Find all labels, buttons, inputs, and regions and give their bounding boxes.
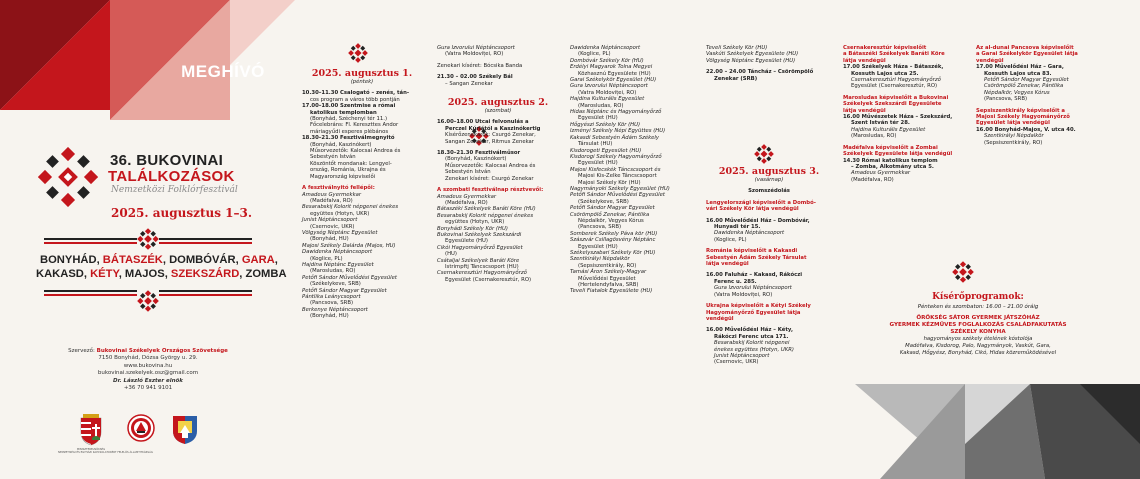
section-heading: vári Székely Kör látja vendégül xyxy=(706,206,799,213)
meghivo-label: MEGHÍVÓ xyxy=(181,62,265,81)
program-line: Kisdorogi Székely Hagyományőrző xyxy=(570,153,662,160)
program-line: (Bonyhád, Széchenyi tér 11.) xyxy=(310,116,388,123)
town-name: SZEKSZÁRD xyxy=(170,268,240,280)
program-line: Majosi Kisfecskék Táncscsoport és xyxy=(570,166,661,173)
program-line: 10.30–11.30 Csalogató – zenés, tán- xyxy=(302,90,410,97)
program-line: Dombóvár Székely Kör (HU) xyxy=(570,57,644,64)
program-line: (Sepsiszentkirály, RO) xyxy=(578,262,637,269)
program-line: (Koglice, PL) xyxy=(578,51,611,58)
section-heading: látja vendégül xyxy=(843,107,886,114)
program-line: Garai Székelykör Egyesület (HU) xyxy=(570,77,657,84)
program-line: Amadeus Gyermekkar xyxy=(851,170,911,177)
town-name: GARA xyxy=(241,254,275,266)
side-programs-line-3: SZÉKELY KONYHA xyxy=(950,329,1006,335)
side-programs xyxy=(846,292,1110,357)
section-heading: Egyesület látja vendégül xyxy=(976,120,1050,127)
festival-dates: 2025. augusztus 1–3. xyxy=(111,206,253,220)
program-line: Műsorvezetők: Kalocsai Andrea és xyxy=(445,162,536,169)
program-line: 16.00–18.00 Utcai felvonulás a xyxy=(437,119,529,126)
program-line: Főcelebráns: Fl. Kereszttes Andor xyxy=(310,122,399,129)
town-name: KAKASD xyxy=(36,268,84,280)
program-line: 21.30 – 02.00 Székely Bál xyxy=(437,74,513,81)
day-subheading: (vasárnap) xyxy=(754,177,784,183)
program-line: Egyesület (Csernakeresztúr, RO) xyxy=(851,83,938,90)
decorative-triangles-bottom xyxy=(845,384,1140,479)
program-line: ország, Románia, Ukrajna és xyxy=(310,167,386,174)
program-line: (Marosludas, RO) xyxy=(310,268,356,275)
program-line: (Madéfalva, RO) xyxy=(445,199,488,206)
program-line: Egyesület (HU) xyxy=(578,160,618,167)
program-line: Szászvár Csillagösvény Néptánc xyxy=(570,237,656,244)
program-line: Székelyszabari Székely Kör (HU) xyxy=(570,250,656,256)
email-link[interactable]: bukovinai.szekelyek.osz@gmail.com xyxy=(97,370,199,377)
program-line: 17.00 Művelődési Ház – Gara, xyxy=(976,64,1064,71)
section-heading: Székelyek Szekszárdi Egyesülete xyxy=(843,101,942,108)
program-line: (Székelykeve, SRB) xyxy=(310,281,361,288)
program-line: Izményi Székely Népi Együttes (HU) xyxy=(570,128,666,135)
section-heading: Majosi Székely Hagyományőrző xyxy=(976,114,1070,121)
ornament-icon xyxy=(137,290,159,312)
program-line: Besarabskij Kolorit népgenei énekes xyxy=(302,204,399,211)
program-line: 18.30–21.30 Fesztiválmegnyitó xyxy=(302,135,395,142)
ornament-icon xyxy=(952,261,974,283)
title-line-2: TALÁLKOZÁSOK xyxy=(108,168,235,185)
program-line: (Koglice, PL) xyxy=(310,255,343,262)
program-line: Majosi Székely Dalárda (Majos, HU) xyxy=(302,242,396,249)
program-line: Berkenye Néptáncsoport xyxy=(302,306,368,313)
program-line: Sebestyén István xyxy=(310,154,356,161)
program-line: Hajdina Kulturális Egyesület xyxy=(570,96,645,103)
program-line: (Madéfalva, RO) xyxy=(851,176,894,183)
hungary-coat-of-arms-icon xyxy=(78,412,104,446)
town-separator: , xyxy=(235,254,242,266)
program-line: 16.00 Művészetek Háza – Szekszárd, xyxy=(843,114,953,121)
program-line: Műsorvezetők: Kalocsai Andrea és xyxy=(310,148,401,155)
organizer-block: Szervező: Bukovinai Székelyek Országos Szövetsége 7150 Bonyhád, Dózsa György u. 29. www.bukovina.hu bukovinai.szekelyek.osz@gmail.com Dr. László Eszter elnök +36 70 941 9101 xyxy=(30,348,266,392)
section-heading: látja vendégül xyxy=(706,261,749,268)
program-line: katolikus templomban xyxy=(310,109,377,116)
program-line: Tamási Áron Székely-Magyar xyxy=(570,269,647,276)
program-line: Kísérőzenekarok: Csurgó Zenekar, xyxy=(445,132,536,139)
program-line: Dawidenka Néptáncsoport xyxy=(714,230,785,237)
town-separator: , xyxy=(162,254,170,266)
side-programs-desc-2: Madéfalva, Kisdorog, Palo, Nagymányok, Vaskút, Gara, xyxy=(905,343,1051,349)
program-line: Csátaljai Székelyek Baráti Köre xyxy=(437,257,520,264)
side-programs-desc-1: hagyományos székely ételének kóstolója xyxy=(923,336,1033,342)
program-line: máriagyűdi esperes plébános xyxy=(310,128,389,135)
festival-logo-icon xyxy=(38,147,98,207)
program-line: Cikói Hagyományőrző Egyesület xyxy=(437,244,523,251)
program-line: Sangan Zenekar, Ritmus Zenekar xyxy=(445,138,534,145)
program-line: Bátaszéki Székelyek Baráti Köre (HU) xyxy=(437,206,536,213)
program-line: Kisdorogeti Egyesület (HU) xyxy=(570,147,642,154)
program-line: Dawidenka Néptáncsoport xyxy=(302,249,373,256)
program-line: Perczel Kúriától a Kaszinókertig xyxy=(445,125,541,132)
program-line: 17.00 Székelyek Háza – Bátaszék, xyxy=(843,64,944,71)
program-line: Gura Izvorului Néptáncsoport xyxy=(570,83,648,90)
day-heading: 2025. augusztus 3. xyxy=(718,166,820,177)
program-line: cos program a város több pontján xyxy=(310,96,400,103)
ornament-icon xyxy=(754,144,774,164)
section-heading: A szombati fesztiválnap résztvevői: xyxy=(437,187,544,194)
towns-line-1 xyxy=(40,254,278,266)
program-line: Kossuth Lajos utca 25. xyxy=(851,70,919,77)
section-heading: Az al-dunai Pancsova képviselőit xyxy=(976,45,1074,51)
program-line: Társulat (HU) xyxy=(578,141,613,148)
bukovina-association-logo-icon xyxy=(127,414,155,442)
program-line: Besarabskij Kolorit népgenei énekes xyxy=(437,212,534,219)
program-line: Amadeus Gyermekkar xyxy=(302,191,362,198)
program-column-2 xyxy=(437,45,559,283)
program-line: Bukovinai Székelyek Szekszárdi xyxy=(437,231,522,238)
program-line: (Bonyhád, Kaszinókert) xyxy=(445,156,507,163)
section-heading: Románia képviselőit a Kakasdi xyxy=(706,248,798,255)
title-line-1: 36. BUKOVINAI xyxy=(110,152,224,169)
program-column-5 xyxy=(843,45,973,183)
section-heading: Marosludas képviselőit a Bukovinai xyxy=(843,94,949,101)
ornament-icon xyxy=(348,43,368,63)
program-line: Népdalkör, Vegyes Kórus xyxy=(984,89,1050,96)
program-line: (Pancsova, SRB) xyxy=(984,96,1028,103)
program-line: Hidas Néptánc és Hagyományőrző xyxy=(570,109,662,116)
side-programs-time: Pénteken és szombaton: 16.00 – 21.00 óráig xyxy=(917,304,1039,310)
section-heading: Sepsiszentkirály képviselőit a xyxy=(976,107,1065,114)
side-programs-title: Kísérőprogramok: xyxy=(932,292,1024,302)
program-line: Zenekari kíséret: Csurgó Zenekar xyxy=(445,175,534,182)
program-column-6 xyxy=(976,45,1106,146)
program-line: Erdélyi Magyarok Tolna Megyei xyxy=(570,64,653,71)
program-column-3 xyxy=(570,45,692,295)
program-line: (Hertelendyfalva, SRB) xyxy=(578,282,639,289)
section-heading: a Garai Székelykör Egyesület látja xyxy=(976,51,1078,58)
side-programs-line-1: ÖRÖKSÉG SÁTOR GYERMEK JÁTSZÓHÁZ xyxy=(916,315,1040,321)
program-line: Junist Néptáncsoport xyxy=(302,217,358,224)
program-line: Petőfi Sándor Művelődési Egyesület xyxy=(570,192,665,199)
program-line: Kakasdi Sebestyén Ádám Székely xyxy=(570,134,660,141)
program-line: Szentkirályi Népdalkör xyxy=(570,256,630,263)
section-heading: vendégül xyxy=(976,57,1004,64)
program-line: (Vatra Moldoviței, RO) xyxy=(578,89,637,96)
section-heading: Lengyelországi képviselőit a Dombó- xyxy=(706,199,816,206)
program-line: (Csernovic, UKR) xyxy=(310,223,355,230)
program-column-4-top xyxy=(706,45,828,82)
program-line: (Bonyhád, HU) xyxy=(310,236,349,243)
program-line: (Bonyhád, Kaszinókert) xyxy=(310,141,372,148)
program-line: Majosi Székely Kör (HU) xyxy=(578,179,641,186)
program-line: Petőfi Sándor Magyar Egyesület xyxy=(984,77,1069,84)
program-line: Szent István tér 28. xyxy=(851,120,910,127)
program-line: Teveli Fiatalok Egyesülete (HU) xyxy=(570,288,653,295)
program-line: Egyesület (HU) xyxy=(578,115,618,122)
program-line: (HU) xyxy=(445,251,457,258)
website-link[interactable]: www.bukovina.hu xyxy=(123,362,173,369)
section-heading: Székelyek Egyesülete látja vendégül xyxy=(843,151,953,158)
program-line: Amadeus Gyermekkar xyxy=(437,193,497,200)
program-line: Petőfi Sándor Művelődési Egyesület xyxy=(302,274,397,281)
program-line: Népdalkör, Vegyes Kórus xyxy=(578,217,644,224)
program-line: Csörömpölő Zenekar, Pántlika xyxy=(984,83,1064,90)
program-line: Vaskúti Székelyek Egyesülete (HU) xyxy=(706,51,799,58)
section-heading: Sebestyén Ádám Székely Társulat xyxy=(706,254,807,261)
ministry-caption: MINISZTERELNÖKSÉG NEMZETISÉGI ÉS EGYHÁZI KAPCSOLATOKÉRT FELELŐS ÁLLAMTITKÁRSÁG xyxy=(58,448,153,455)
program-line: (Marosludas, RO) xyxy=(578,102,624,109)
program-line: (Székelykeve, SRB) xyxy=(578,198,629,205)
program-line: (Sepsiszentkirály, RO) xyxy=(984,139,1043,146)
side-programs-desc-3: Kakasd, Hőgyész, Bonyhád, Cikó, Hidas közreműködésével xyxy=(899,350,1057,356)
program-line: 14.30 Római katolikus templom xyxy=(843,157,938,164)
program-line: Petőfi Sándor Magyar Egyesület xyxy=(570,205,655,212)
program-line: Somberek Székely Páva kör (HU) xyxy=(570,230,658,237)
town-name: BONYHÁD xyxy=(40,254,97,266)
program-line: Istrimpftj Táncscsoport (HU) xyxy=(445,263,519,270)
program-line: Csernakeresztúri Hagyományőrző xyxy=(437,270,527,277)
section-heading: Madéfalva képviselőit a Zombai xyxy=(843,144,938,151)
program-line: együttes (Hotyn, UKR) xyxy=(310,210,370,217)
program-line: Közhasznú Egyesülete (HU) xyxy=(578,70,651,77)
program-line: Egyesület (Csernakeresztúr, RO) xyxy=(445,276,532,283)
program-line: Bonyhádi Székely Kör (HU) xyxy=(437,225,508,232)
program-line: Gura Izvorului Néptáncsoport xyxy=(714,285,792,292)
program-column-4 xyxy=(706,166,832,366)
program-line: Ferenc u. 285. xyxy=(714,278,757,285)
section-heading: A fesztiválnyitó fellépői: xyxy=(302,185,375,192)
program-line: Petőfi Sándor Magyar Egyesület xyxy=(302,287,387,294)
towns-line-2 xyxy=(36,268,287,280)
program-line: Egyesülete (HU) xyxy=(445,238,488,245)
program-line: Hunyadi tér 15. xyxy=(714,224,761,231)
program-line: Besarabskij Kolorit népgenei xyxy=(714,340,790,347)
program-line: énekes együttes (Hotyn, UKR) xyxy=(714,346,794,353)
program-line: 17.00–18.00 Szentmise a római xyxy=(302,103,396,110)
program-line: (Madéfalva, RO) xyxy=(310,197,353,204)
program-line: (Pancsova, SRB) xyxy=(310,300,354,307)
program-line: – Sangan Zenekar xyxy=(445,80,493,87)
program-line: Köszöntőt mondanak: Lengyel- xyxy=(310,160,392,167)
program-line: Rákóczi Ferenc utca 171. xyxy=(714,333,789,340)
day-subheading: (péntek) xyxy=(350,79,374,85)
program-line: – Zomba, Alkotmány utca 5. xyxy=(851,163,934,170)
program-line: Völgység Néptánc Egyesület (HU) xyxy=(706,57,796,64)
program-line: Kossuth Lajos utca 83. xyxy=(984,70,1052,77)
day-heading: 2025. augusztus 1. xyxy=(311,68,413,79)
town-separator: , xyxy=(164,268,171,280)
program-line: Hőgyészi Székely Kör (HU) xyxy=(570,121,641,128)
program-line: Gura Izvorului Néptáncsoport xyxy=(437,45,515,51)
program-line: 18.30–21.30 Fesztiválműsor xyxy=(437,150,521,157)
program-line: Völgység Néptánc Egyesület xyxy=(302,229,378,236)
side-programs-line-2: GYERMEK KÉZMŰVES FOGLALKOZÁS CSALÁDFAKUTATÁS xyxy=(889,322,1067,328)
program-line: Csörömpölő Zenekar, Pántlika xyxy=(570,211,650,218)
program-line: Zenekari kíséret: Bócsika Banda xyxy=(437,62,523,69)
program-line: 16.00 Faluház – Kakasd, Rákóczi xyxy=(706,272,803,279)
program-line: Hajdina Kulturális Egyesület xyxy=(851,126,926,133)
program-line: (Vatra Moldoviței, RO) xyxy=(714,291,773,298)
program-line: Egyesület (HU) xyxy=(578,243,618,250)
program-line: Magyarország képviselői xyxy=(310,173,376,180)
town-name: ZOMBA xyxy=(245,268,287,280)
program-line: Szomszédolás xyxy=(748,188,790,195)
subtitle: Nemzetközi Folklórfesztivál xyxy=(111,185,238,195)
program-line: (Koglice, PL) xyxy=(714,236,747,243)
section-heading: Ukrajna képviselőit a Kétyi Székely xyxy=(706,303,811,310)
day-subheading: (szombat) xyxy=(484,108,512,115)
program-line: 16.00 Művelődési Ház – Dombóvár, xyxy=(706,217,810,224)
program-line: 16.00 Művelődési Ház – Kéty, xyxy=(706,327,793,334)
program-line: 22.00 – 24.00 Táncház – Csörömpölő xyxy=(706,69,814,76)
program-line: Hajdina Néptánc Egyesület xyxy=(302,261,374,268)
program-line: Dawidenka Néptáncsoport xyxy=(570,45,641,51)
town-separator: , xyxy=(96,254,103,266)
town-separator: , xyxy=(83,268,91,280)
program-line: (Csernovic, UKR) xyxy=(714,359,759,366)
ornament-icon xyxy=(137,228,159,250)
program-line: együttes (Hotyn, UKR) xyxy=(445,219,505,226)
program-line: Zenekar (SRB) xyxy=(714,75,758,82)
program-line: Majosi Kis-Zelke Táncscsoport xyxy=(578,173,657,180)
program-line: Sebestyén István xyxy=(445,169,491,176)
day-heading: 2025. augusztus 2. xyxy=(447,97,549,109)
program-line: Pántlika Leánycsoport xyxy=(302,294,361,300)
program-line: (Marosludas, RO) xyxy=(851,133,897,140)
town-name: KÉTY xyxy=(90,268,119,280)
program-line: Művelődési Egyesület xyxy=(578,275,636,282)
section-heading: látja vendégül xyxy=(843,57,886,64)
program-line: Teveli Székely Kör (HU) xyxy=(706,45,768,51)
program-line: Junist Néptáncsoport xyxy=(714,352,770,359)
section-heading: Hagyományőrző Egyesület látja xyxy=(706,309,801,316)
program-line: (Vatra Moldoviței, RO) xyxy=(445,51,504,58)
program-line: (Pancsova, SRB) xyxy=(578,224,622,231)
bonyhad-coat-of-arms-icon xyxy=(170,413,200,445)
town-separator: , xyxy=(274,254,278,266)
program-line: Szentkirályi Népdalkör xyxy=(984,133,1044,140)
program-line: Nagymányoki Székely Egyesület (HU) xyxy=(570,185,670,192)
town-name: DOMBÓVÁR xyxy=(169,254,236,266)
section-heading: a Bátaszéki Székelyek Baráti Köre xyxy=(843,51,945,58)
town-name: MAJOS xyxy=(124,268,165,280)
section-heading: vendégül xyxy=(706,315,734,322)
program-line: 16.00 Bonyhád-Majos, V. utca 40. xyxy=(976,126,1076,133)
town-separator: , xyxy=(118,268,125,280)
section-heading: Csernakeresztúr képviselőit xyxy=(843,45,927,51)
town-name: BÁTASZÉK xyxy=(102,254,163,266)
program-line: Csernakeresztúri Hagyományőrző xyxy=(851,77,941,84)
program-column-1 xyxy=(302,68,422,320)
town-separator: , xyxy=(239,268,246,280)
program-line: (Bonyhád, HU) xyxy=(310,313,349,320)
